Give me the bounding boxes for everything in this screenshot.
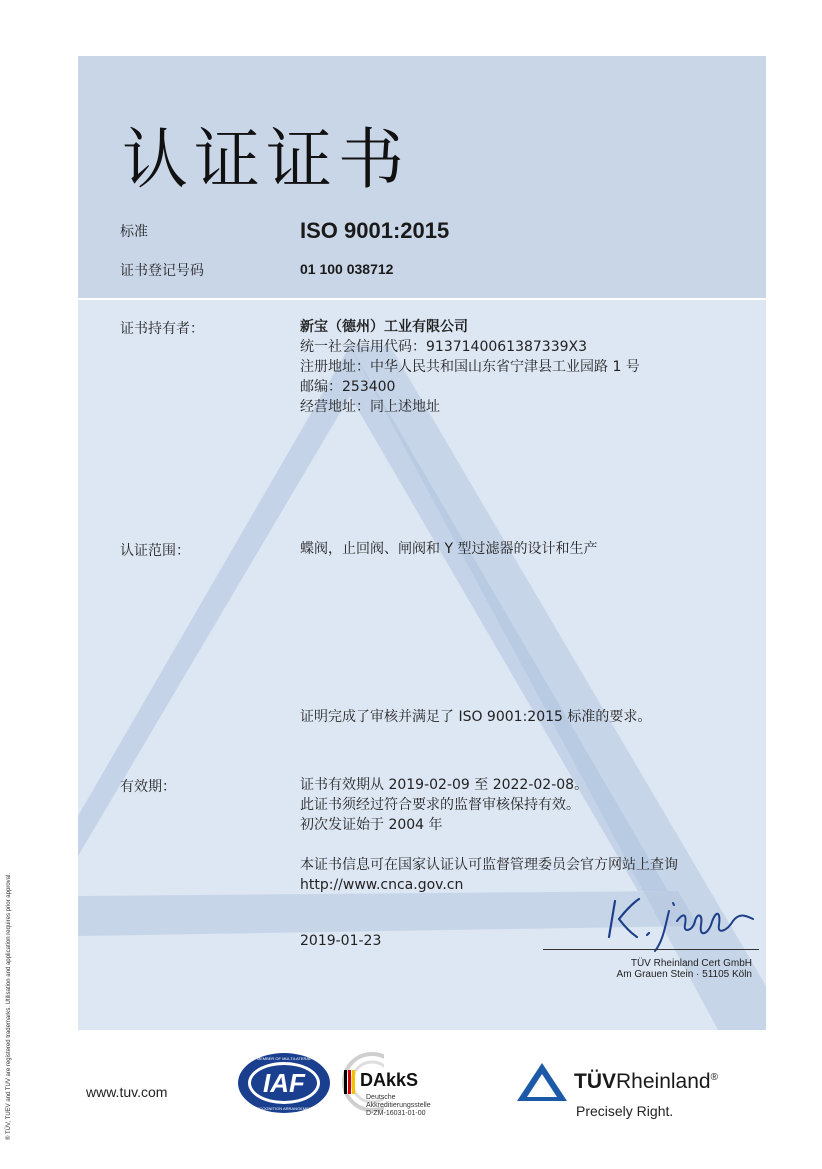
trademark-side-note: ® TÜV, TUEV and TUV are registered trademarks. Utilisation and application requires prior approval. bbox=[6, 873, 12, 1140]
validity-condition: 此证书须经过符合要求的监督审核保持有效。 bbox=[300, 797, 580, 813]
standard-value: ISO 9001:2015 bbox=[300, 218, 450, 243]
iaf-logo bbox=[237, 1052, 331, 1114]
validity-block bbox=[300, 775, 588, 835]
dakks-logo bbox=[340, 1052, 490, 1122]
dakks-code: D-ZM-16031-01-00 bbox=[366, 1110, 426, 1117]
brand-rheinland: Rheinland bbox=[616, 1070, 711, 1093]
validity-period: 证书有效期从 2019-02-09 至 2022-02-08。 bbox=[300, 777, 589, 793]
standard-label: 标准 bbox=[120, 224, 148, 240]
holder-block bbox=[300, 317, 640, 417]
brand-tuv: TÜV bbox=[574, 1070, 616, 1093]
tuv-rheinland-wordmark bbox=[574, 1070, 718, 1094]
holder-credit-code: 统一社会信用代码：9137140061387339X3 bbox=[300, 339, 588, 355]
holder-address: 注册地址：中华人民共和国山东省宁津县工业园路 1 号 bbox=[300, 359, 640, 375]
dakks-sub2: Akkreditierungsstelle bbox=[366, 1102, 431, 1109]
query-url: http://www.cnca.gov.cn bbox=[300, 877, 464, 893]
footer-website: www.tuv.com bbox=[86, 1084, 168, 1100]
cert-no-label: 证书登记号码 bbox=[120, 263, 204, 279]
issue-date: 2019-01-23 bbox=[300, 933, 382, 949]
certificate-title: 认证证书 bbox=[122, 121, 410, 198]
issuer-name: TÜV Rheinland Cert GmbH bbox=[630, 958, 752, 969]
dakks-name: DAkkS bbox=[360, 1070, 419, 1090]
issuer-block bbox=[617, 958, 752, 980]
brand-tagline: Precisely Right. bbox=[576, 1103, 674, 1119]
query-block bbox=[300, 855, 678, 895]
tuv-triangle-icon bbox=[516, 1062, 568, 1102]
brand-registered-mark: ® bbox=[710, 1072, 718, 1083]
signature-line bbox=[543, 949, 759, 950]
iaf-logo-icon bbox=[237, 1052, 331, 1114]
svg-text:IAF: IAF bbox=[263, 1068, 305, 1098]
scope-label: 认证范围： bbox=[120, 543, 190, 559]
svg-text:MEMBER OF MULTILATERAL: MEMBER OF MULTILATERAL bbox=[256, 1056, 312, 1061]
holder-name: 新宝（德州）工业有限公司 bbox=[300, 319, 468, 335]
svg-text:RECOGNITION ARRANGEMENT: RECOGNITION ARRANGEMENT bbox=[253, 1106, 315, 1111]
query-statement: 本证书信息可在国家认证认可监督管理委员会官方网站上查询 bbox=[300, 857, 678, 873]
proof-statement: 证明完成了审核并满足了 ISO 9001:2015 标准的要求。 bbox=[300, 709, 652, 725]
dakks-sub1: Deutsche bbox=[366, 1094, 396, 1101]
certificate-panel bbox=[78, 56, 766, 1030]
issuer-address: Am Grauen Stein · 51105 Köln bbox=[616, 969, 752, 980]
validity-label: 有效期： bbox=[120, 779, 176, 795]
cert-no-value: 01 100 038712 bbox=[300, 261, 394, 277]
holder-label: 证书持有者： bbox=[120, 321, 204, 337]
holder-business-address: 经营地址：同上述地址 bbox=[300, 399, 440, 415]
dakks-subtitle bbox=[366, 1094, 431, 1118]
first-issue: 初次发证始于 2004 年 bbox=[300, 817, 443, 833]
scope-value: 蝶阀，止回阀、闸阀和 Y 型过滤器的设计和生产 bbox=[300, 541, 598, 557]
holder-postcode: 邮编：253400 bbox=[300, 379, 396, 395]
signature-image bbox=[603, 891, 763, 953]
